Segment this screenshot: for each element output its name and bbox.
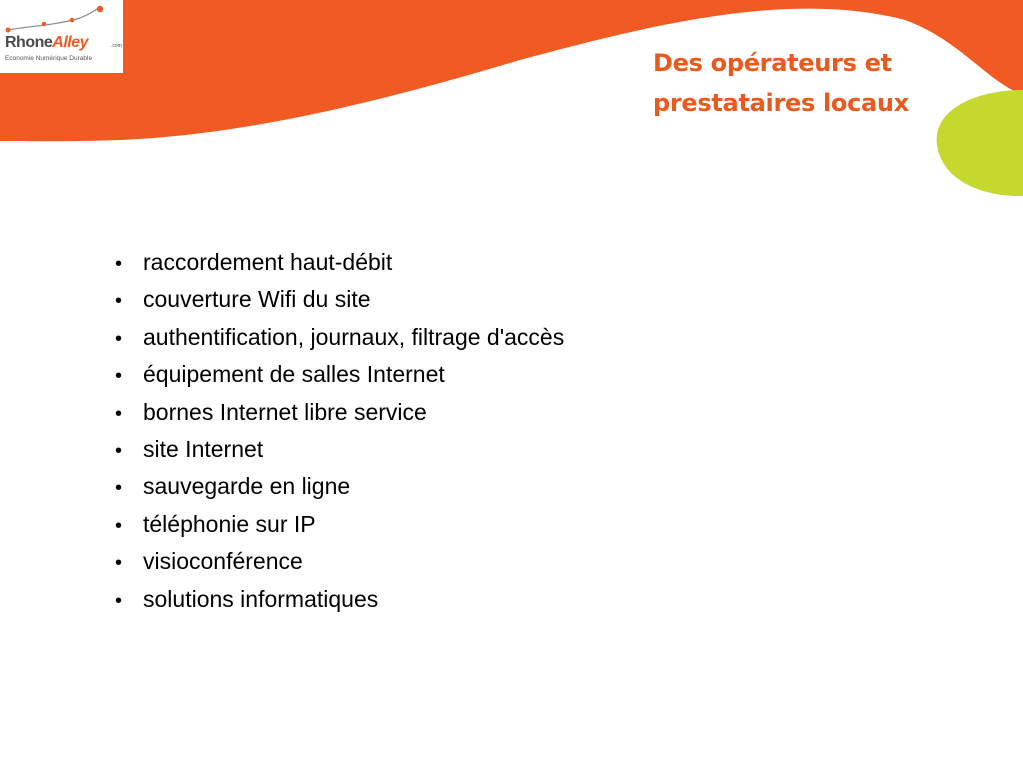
list-item (115, 249, 564, 286)
bullet-icon: • (115, 253, 123, 275)
bullet-icon: • (115, 290, 123, 313)
logo-suffix: .com (111, 43, 122, 49)
bullet-icon: • (115, 439, 123, 462)
logo-tagline: Economie Numérique Durable (5, 55, 93, 62)
logo-wordmark-part2: Alley (52, 34, 89, 51)
logo-wordmark (5, 34, 88, 52)
bullet-text: bornes Internet libre service (143, 398, 427, 425)
bullet-text: raccordement haut-débit (143, 249, 393, 275)
list-item (115, 473, 564, 510)
bullet-list (115, 249, 564, 623)
bullet-icon: • (115, 365, 123, 388)
list-item (115, 324, 564, 361)
bullet-icon: • (115, 514, 123, 537)
slide-title-line1: Des opérateurs et (653, 49, 892, 77)
list-item (115, 548, 564, 585)
bullet-icon: • (115, 552, 123, 575)
list-item (115, 586, 564, 623)
logo (0, 0, 123, 73)
list-item (115, 436, 564, 473)
bullet-text: téléphonie sur IP (143, 510, 316, 537)
bullet-icon: • (115, 589, 123, 612)
bullet-text: solutions informatiques (143, 585, 379, 612)
bullet-icon: • (115, 477, 123, 500)
list-item (115, 286, 564, 323)
list-item (115, 511, 564, 548)
bullet-text: visioconférence (143, 548, 303, 575)
bullet-text: couverture Wifi du site (143, 286, 371, 313)
bullet-text: authentification, journaux, filtrage d'accès (143, 323, 565, 350)
bullet-icon: • (115, 327, 123, 350)
slide-title-line2: prestataires locaux (653, 89, 909, 117)
list-item (115, 399, 564, 436)
bullet-text: sauvegarde en ligne (143, 473, 351, 500)
slide-title (653, 43, 953, 123)
logo-wordmark-part1: Rhone (5, 34, 53, 51)
bullet-icon: • (115, 402, 123, 425)
list-item (115, 361, 564, 398)
bullet-text: équipement de salles Internet (143, 361, 445, 388)
bullet-text: site Internet (143, 435, 264, 462)
